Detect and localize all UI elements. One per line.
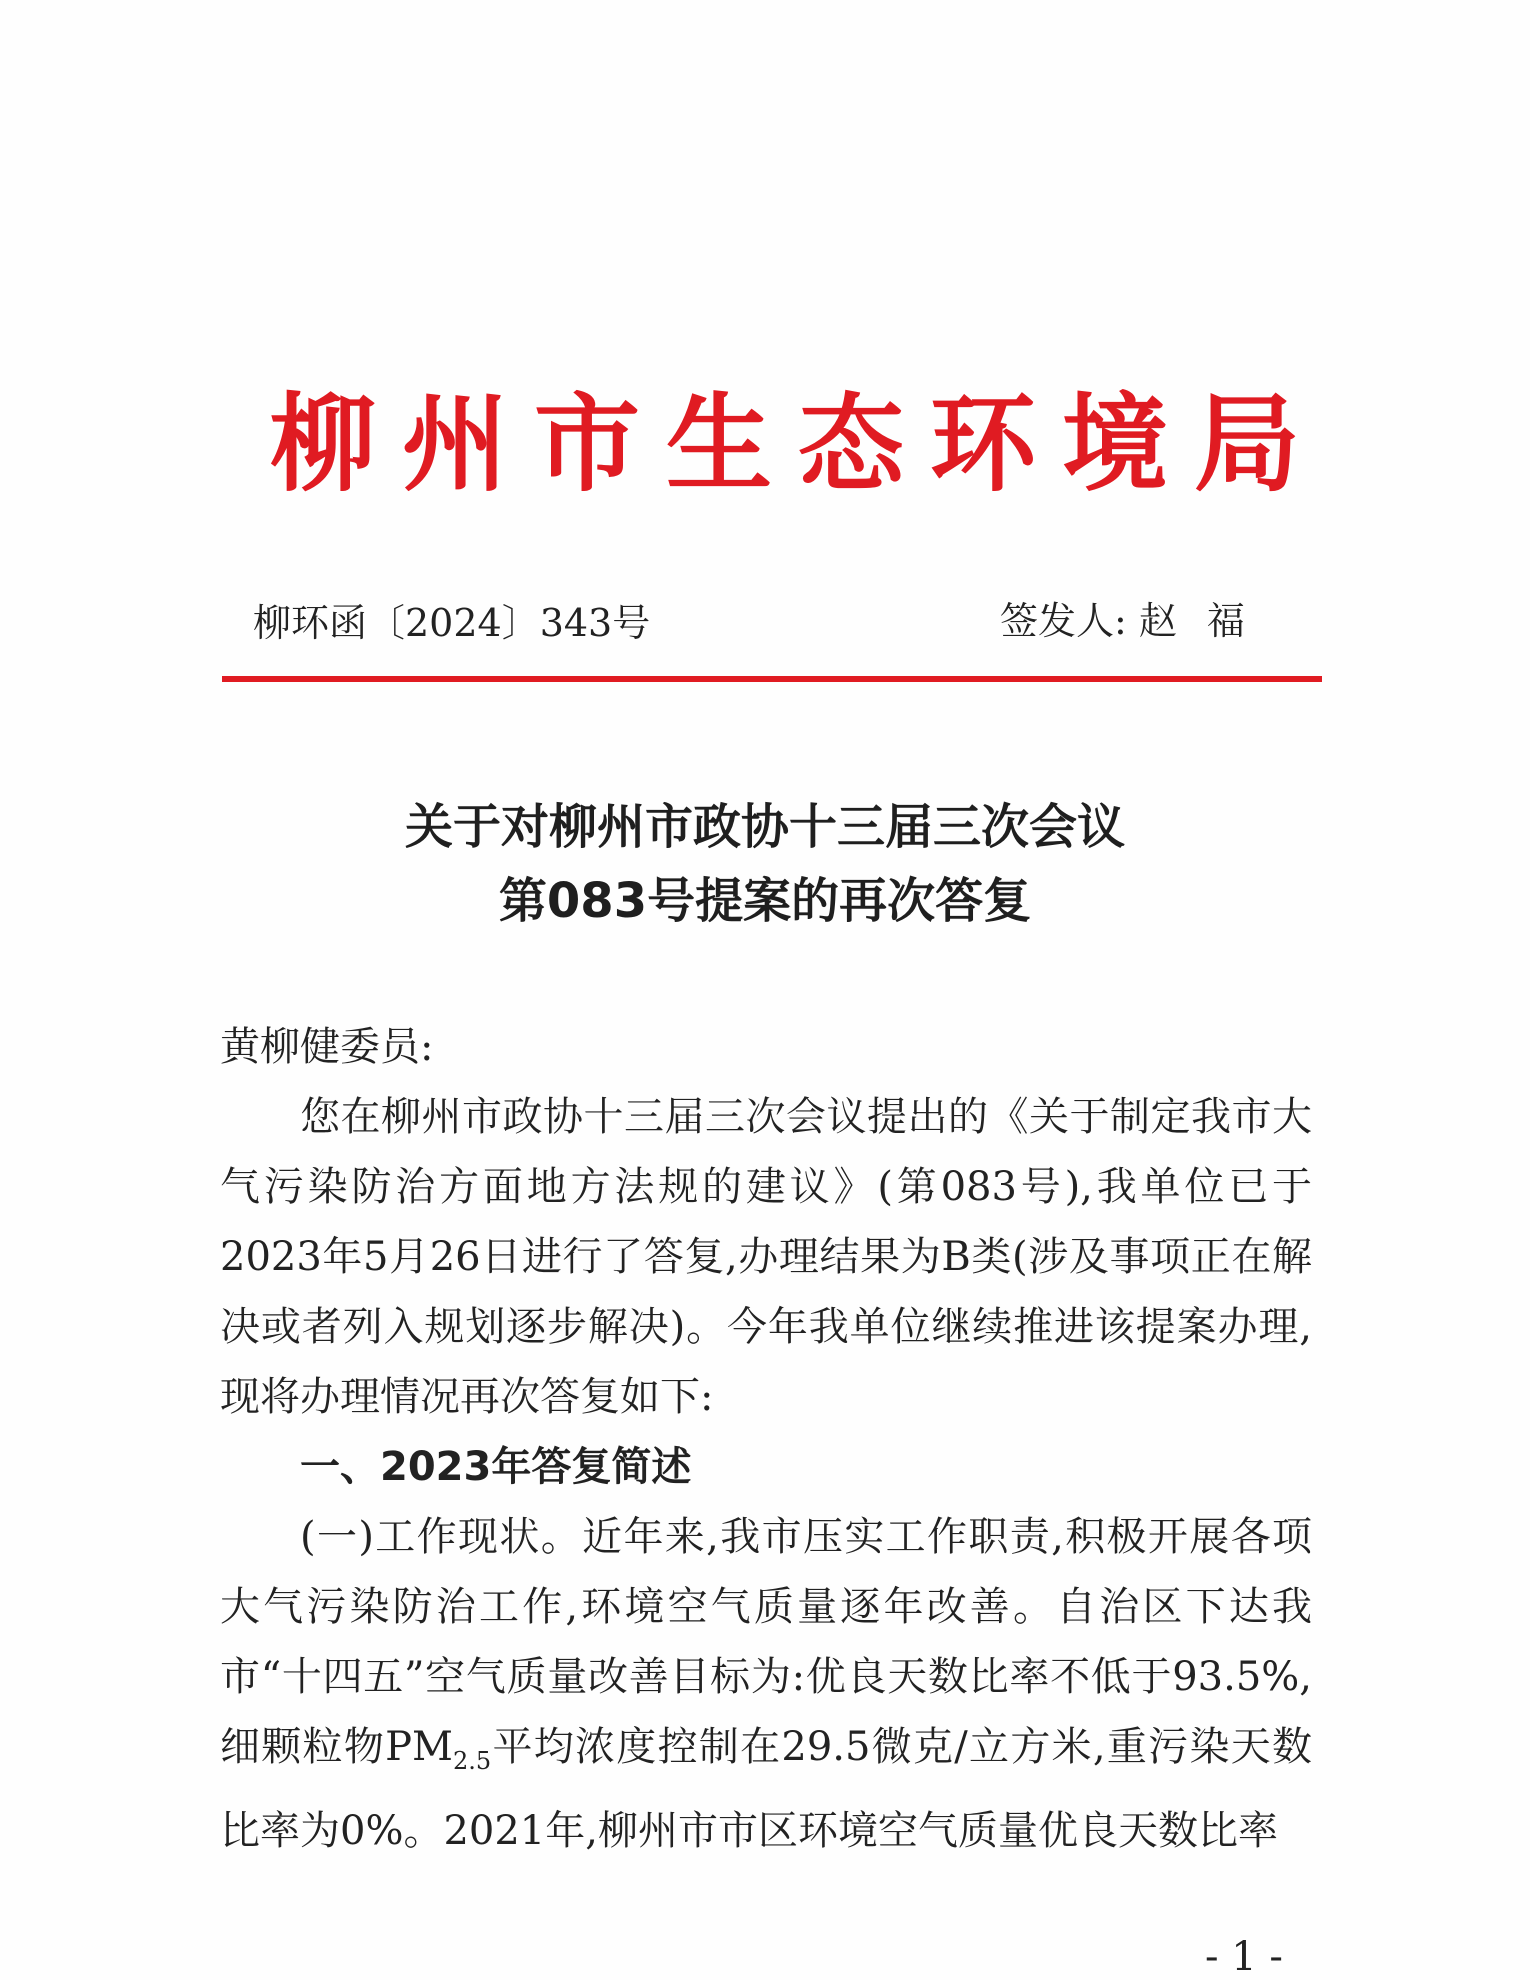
- pm-subscript: 2.5: [453, 1747, 492, 1775]
- title-line-2: 第083号提案的再次答复: [498, 873, 1032, 929]
- signer-label: 签发人:: [1000, 599, 1127, 643]
- section-heading: 一、2023年答复简述: [300, 1444, 692, 1490]
- document-number: 柳环函〔2024〕343号: [253, 601, 651, 645]
- salutation: 黄柳健委员:: [220, 1024, 434, 1070]
- paragraph-status-text-1: (一)工作现状。近年来,我市压实工作职责,积极开展各项大气污染防治工作,环境空气质量逐年改善。自治区下达我市“十四五”空气质量改善目标为:优良天数比率不低于93.5%,细颗粒物PM: [220, 1514, 1312, 1770]
- paragraph-status: [220, 1502, 1312, 1866]
- paragraph-intro: 您在柳州市政协十三届三次会议提出的《关于制定我市大气污染防治方面地方法规的建议》(第083号),我单位已于2023年5月26日进行了答复,办理结果为B类(涉及事项正在解决或者列入规划逐步解决)。今年我单位继续推进该提案办理,现将办理情况再次答复如下:: [220, 1094, 1312, 1420]
- paragraph-status-text-2: 平均浓度控制在29.5微克/立方米,重污染天数比率为0%。2021年,柳州市市区环境空气质量优良天数比率: [220, 1724, 1312, 1854]
- page-number: - 1 -: [1205, 1934, 1283, 1980]
- document-title: [200, 790, 1330, 938]
- signer-row: [1000, 596, 1275, 646]
- document-body: [220, 1012, 1312, 1866]
- signer-name: 赵福: [1138, 599, 1275, 643]
- title-line-1: 关于对柳州市政协十三届三次会议: [404, 799, 1125, 855]
- agency-header: 柳州市生态环境局: [270, 383, 1326, 506]
- header-divider: [222, 676, 1322, 682]
